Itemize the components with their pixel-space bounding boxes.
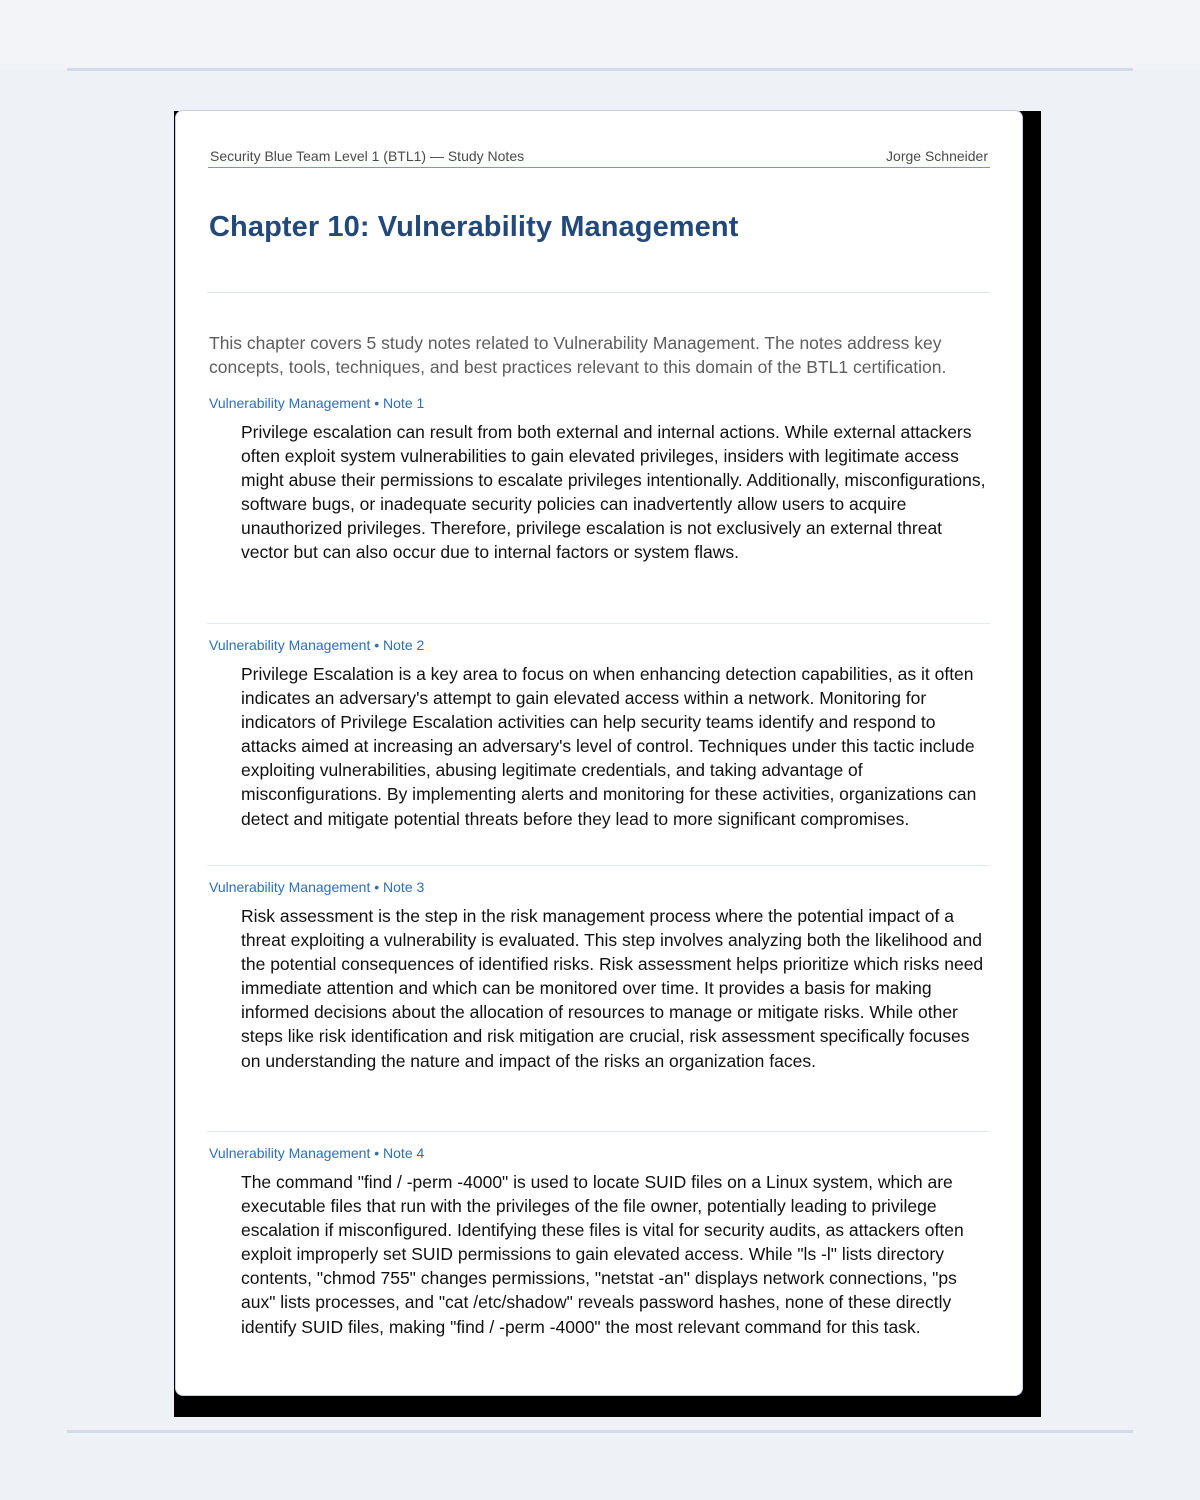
note-label: Vulnerability Management • Note 1 (209, 395, 425, 411)
chapter-intro: This chapter covers 5 study notes related to Vulnerability Management. The notes address key concepts, tools, techniques, and best practices relevant to this domain of the BTL1 certification. (209, 333, 947, 377)
header-author: Jorge Schneider (886, 148, 988, 164)
document-page (175, 110, 1023, 1396)
chapter-title: Chapter 10: Vulnerability Management (209, 211, 739, 243)
title-divider (207, 292, 990, 293)
top-divider (67, 68, 1133, 71)
note-text: Risk assessment is the step in the risk management process where the potential impact of a threat exploiting a vulnerability is evaluated. This step involves analyzing both the likelihood and the potential consequences of identified risks. Risk assessment helps prioritize which risks need immediate attention and which can be monitored over time. It provides a basis for making informed decisions about the allocation of resources to manage or mitigate risks. While other steps like risk identification and risk mitigation are crucial, risk assessment specifically focuses on understanding the nature and impact of the risks an organization faces. (241, 906, 984, 1071)
note-label: Vulnerability Management • Note 2 (209, 637, 425, 653)
note-text: Privilege escalation can result from both external and internal actions. While external attackers often exploit system vulnerabilities to gain elevated privileges, insiders with legitimate access might abuse their permissions to escalate privileges intentionally. Additionally, misconfigurations, software bugs, or inadequate security policies can inadvertently allow users to acquire unauthorized privileges. Therefore, privilege escalation is not exclusively an external threat vector but can also occur due to internal factors or system flaws. (241, 422, 986, 563)
note-label: Vulnerability Management • Note 4 (209, 1145, 425, 1161)
bottom-divider (67, 1430, 1133, 1433)
top-bar (0, 0, 1200, 69)
note-text: The command "find / -perm -4000" is used to locate SUID files on a Linux system, which are executable files that run with the privileges of the file owner, potentially leading to privilege escalation if misconfigured. Identifying these files is vital for security audits, as attackers often exploit improperly set SUID permissions to gain elevated access. While "ls -l" lists directory contents, "chmod 755" changes permissions, "netstat -an" displays network connections, "ps aux" lists processes, and "cat /etc/shadow" reveals password hashes, none of these directly identify SUID files, making "find / -perm -4000" the most relevant command for this task. (241, 1172, 964, 1337)
running-header (208, 147, 990, 168)
header-course-title: Security Blue Team Level 1 (BTL1) — Study Notes (210, 148, 525, 164)
note-text: Privilege Escalation is a key area to focus on when enhancing detection capabilities, as it often indicates an adversary's attempt to gain elevated access within a network. Monitoring for indicators of Privilege Escalation activities can help security teams identify and respond to attacks aimed at increasing an adversary's level of control. Techniques under this tactic include exploiting vulnerabilities, abusing legitimate credentials, and taking advantage of misconfigurations. By implementing alerts and monitoring for these activities, organizations can detect and mitigate potential threats before they lead to more significant compromises. (241, 664, 977, 829)
note-divider (207, 865, 990, 866)
note-divider (207, 623, 990, 624)
note-label: Vulnerability Management • Note 3 (209, 879, 425, 895)
note-divider (207, 1131, 990, 1132)
